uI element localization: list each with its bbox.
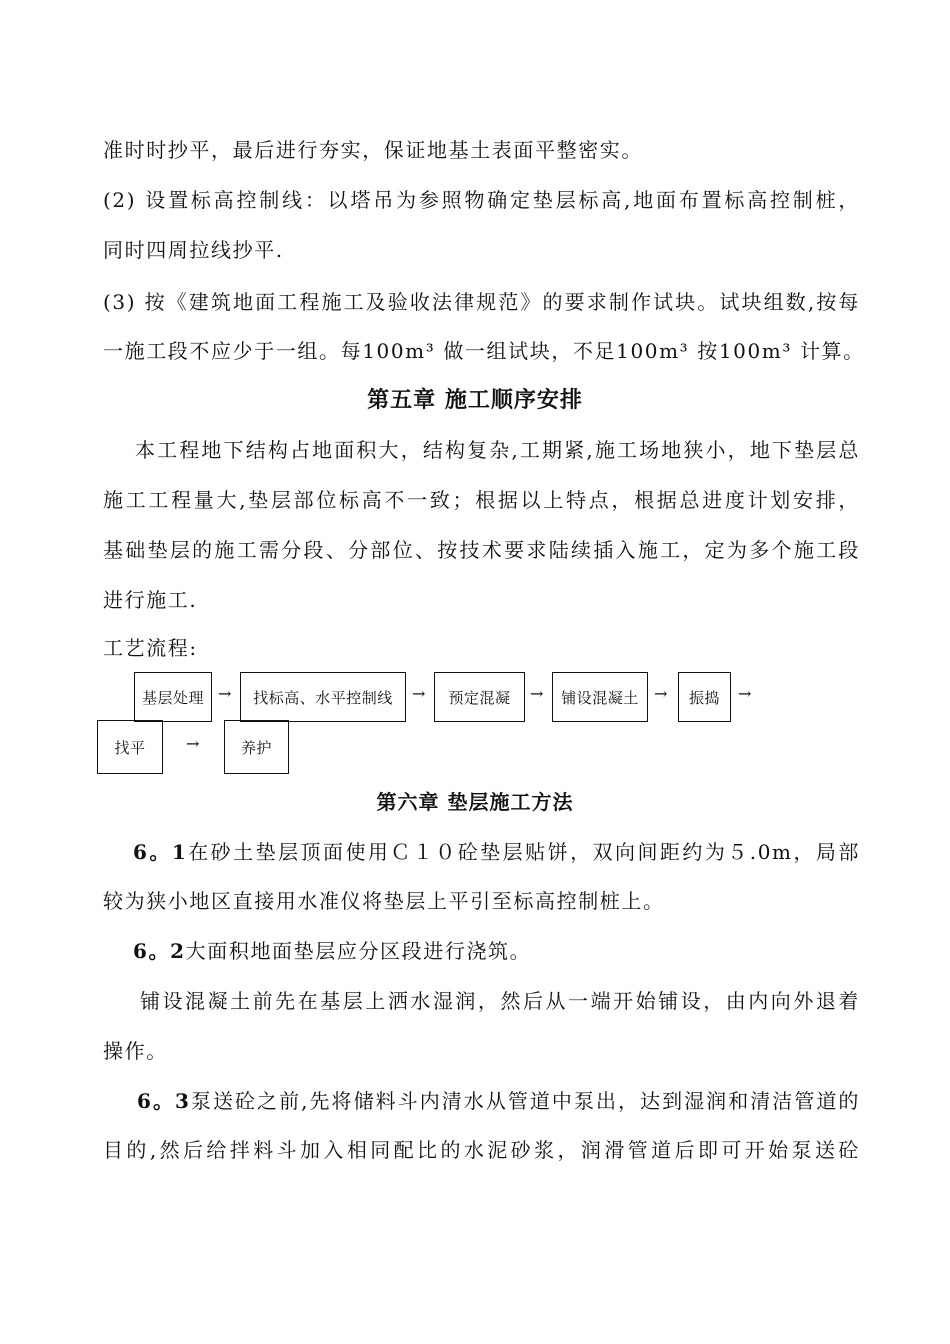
chapter-6-heading: 第六章 垫层施工方法 xyxy=(376,790,574,814)
flow-step-concrete-prep: 预定混凝 xyxy=(434,672,525,722)
flow-step-level-control: 找标高、水平控制线 xyxy=(240,672,406,722)
flow-step-lay-concrete: 铺设混凝土 xyxy=(552,672,648,722)
flow-step-curing: 养护 xyxy=(224,720,289,774)
section-number: 6。3 xyxy=(137,1089,191,1113)
text-line xyxy=(133,838,860,866)
text-line: 本工程地下结构占地面积大，结构复杂,工期紧,施工场地狭小，地下垫层总 xyxy=(135,438,860,462)
text-line: 基础垫层的施工需分段、分部位、按技术要求陆续插入施工，定为多个施工段 xyxy=(103,538,860,562)
text-line: 进行施工. xyxy=(103,588,198,612)
flow-arrow: → xyxy=(530,684,544,703)
section-text: 泵送砼之前,先将储料斗内清水从管道中泵出，达到湿润和清洁管道的 xyxy=(190,1089,860,1113)
text-line xyxy=(137,1087,860,1115)
text-line: 施工工程量大,垫层部位标高不一致；根据以上特点，根据总进度计划安排， xyxy=(103,488,860,512)
flow-step-base-treatment: 基层处理 xyxy=(134,672,212,722)
section-number: 6。2 xyxy=(133,939,186,963)
text-line xyxy=(133,937,890,965)
section-number: 6。1 xyxy=(133,840,188,864)
flow-arrow: → xyxy=(412,684,426,703)
flow-arrow: → xyxy=(186,734,200,753)
text-line: (3) 按《建筑地面工程施工及验收法律规范》的要求制作试块。试块组数,按每 xyxy=(103,290,860,314)
text-line: 准时时抄平，最后进行夯实，保证地基土表面平整密实。 xyxy=(103,138,643,162)
chapter-5-heading: 第五章 施工顺序安排 xyxy=(367,387,583,413)
flow-step-level: 找平 xyxy=(97,720,163,774)
flow-step-vibrate: 振捣 xyxy=(678,672,731,722)
text-line: 铺设混凝土前先在基层上洒水湿润，然后从一端开始铺设，由内向外退着 xyxy=(140,989,860,1013)
text-line: (2) 设置标高控制线：以塔吊为参照物确定垫层标高,地面布置标高控制桩， xyxy=(103,188,860,212)
flow-label: 工艺流程: xyxy=(103,636,198,660)
flow-arrow: → xyxy=(654,684,668,703)
text-line: 目的,然后给拌料斗加入相同配比的水泥砂浆，润滑管道后即可开始泵送砼 xyxy=(103,1138,860,1162)
text-line: 一施工段不应少于一组。每100m³ 做一组试块，不足100m³ 按100m³ 计算。 xyxy=(103,339,865,363)
flow-arrow: → xyxy=(738,684,752,703)
text-line: 较为狭小地区直接用水准仪将垫层上平引至标高控制桩上。 xyxy=(103,889,665,913)
text-line: 同时四周拉线抄平. xyxy=(103,238,284,262)
section-text: 大面积地面垫层应分区段进行浇筑。 xyxy=(185,939,532,963)
flow-arrow: → xyxy=(218,684,232,703)
text-line: 操作。 xyxy=(103,1039,168,1063)
section-text: 在砂土垫层顶面使用Ｃ１０砼垫层贴饼，双向间距约为５.0m，局部 xyxy=(187,840,860,864)
